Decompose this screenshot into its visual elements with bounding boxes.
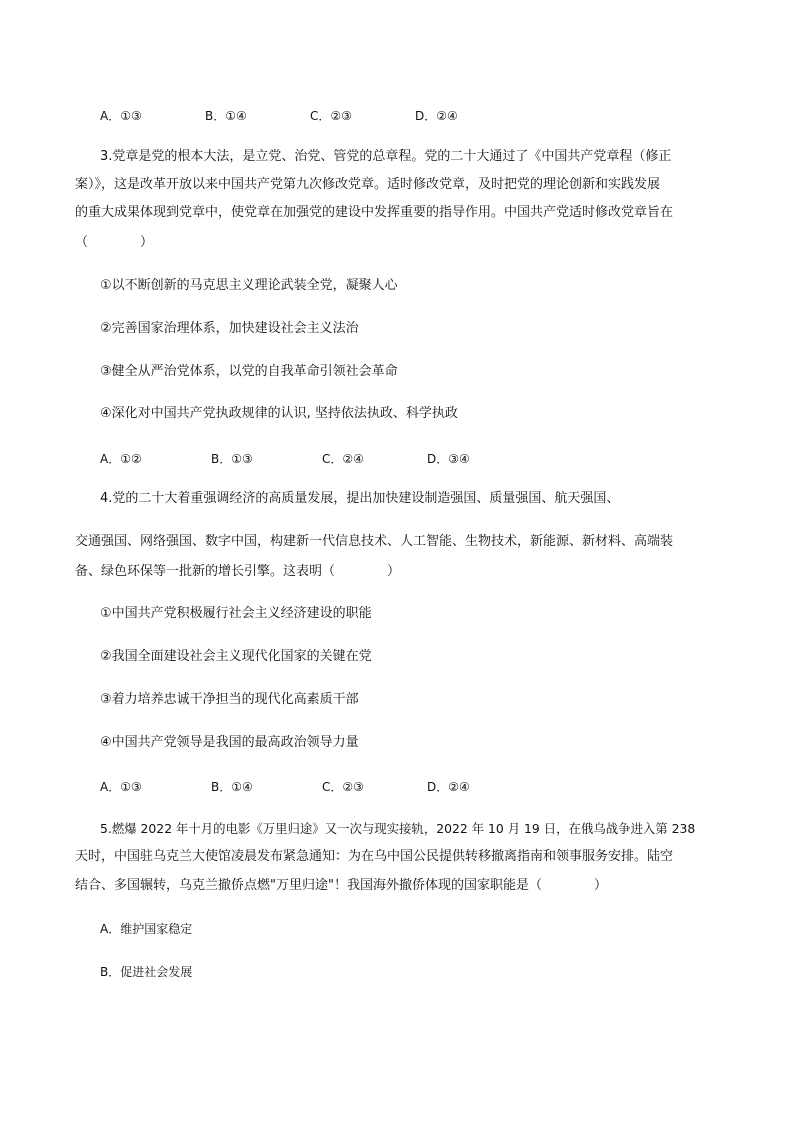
q3-choice-c: C．②④: [322, 452, 364, 466]
q3-stem-line3: 的重大成果体现到党章中，使党章在加强党的建设中发挥重要的指导作用。中国共产党适时修改党章旨在: [75, 205, 674, 220]
q3-stem-line2: 案）》，这是改革开放以来中国共产党第九次修改党章。适时修改党章，及时把党的理论创新和实践发展: [75, 177, 661, 192]
q3-option-1: ①以不断创新的马克思主义理论武装全党，凝聚人心: [100, 278, 398, 293]
q3-choice-b: B．①③: [211, 452, 253, 466]
q4-choice-a: A．①③: [100, 780, 142, 794]
q3-option-2: ②完善国家治理体系，加快建设社会主义法治: [100, 321, 359, 336]
q3-choice-d: D．③④: [427, 452, 470, 466]
q4-option-1: ①中国共产党积极履行社会主义经济建设的职能: [100, 606, 372, 621]
q4-choice-c: C．②③: [322, 780, 364, 794]
q4-choice-b: B．①④: [211, 780, 253, 794]
q4-option-3: ③着力培养忠诚干净担当的现代化高素质干部: [100, 692, 359, 707]
q3-stem-line4: （ ）: [75, 235, 154, 250]
q5-stem-line1: 5.燃爆 2022 年十月的电影《万里归途》又一次与现实接轨，2022 年 10 月 19 日，在俄乌战争进入第 238: [100, 821, 696, 836]
q4-choice-d: D．②④: [427, 780, 470, 794]
q3-option-3: ③健全从严治党体系，以党的自我革命引领社会革命: [100, 364, 398, 379]
q2-choice-b: B．①④: [205, 109, 247, 123]
q3-choice-a: A．①②: [100, 452, 142, 466]
q3-option-4: ④深化对中国共产党执政规律的认识, 坚持依法执政、科学执政: [100, 406, 458, 421]
q4-stem-line3: 备、绿色环保等一批新的增长引擎。这表明（ ）: [75, 564, 401, 579]
q3-stem-line1: 3.党章是党的根本大法，是立党、治党、管党的总章程。党的二十大通过了《中国共产党章程（修正: [100, 149, 672, 164]
q4-option-4: ④中国共产党领导是我国的最高政治领导力量: [100, 735, 359, 750]
q4-stem-line1: 4.党的二十大着重强调经济的高质量发展，提出加快建设制造强国、质量强国、航天强国、: [100, 491, 620, 506]
q4-stem-line2: 交通强国、网络强国、数字中国，构建新一代信息技术、人工智能、生物技术，新能源、新材料、高端装: [75, 534, 674, 549]
q2-choice-a: A．①③: [100, 109, 142, 123]
q4-option-2: ②我国全面建设社会主义现代化国家的关键在党: [100, 649, 372, 664]
q5-stem-line3: 结合、多国辗转，乌克兰撤侨点燃"万里归途"！我国海外撤侨体现的国家职能是（ ）: [75, 878, 607, 893]
q2-choice-d: D．②④: [415, 109, 458, 123]
q5-stem-line2: 天时，中国驻乌克兰大使馆凌晨发布紧急通知：为在乌中国公民提供转移撤离指南和领事服务安排。陆空: [75, 849, 674, 864]
q5-option-b: B．促进社会发展: [100, 965, 193, 979]
q2-choice-c: C．②③: [310, 109, 352, 123]
q5-option-a: A．维护国家稳定: [100, 922, 193, 936]
